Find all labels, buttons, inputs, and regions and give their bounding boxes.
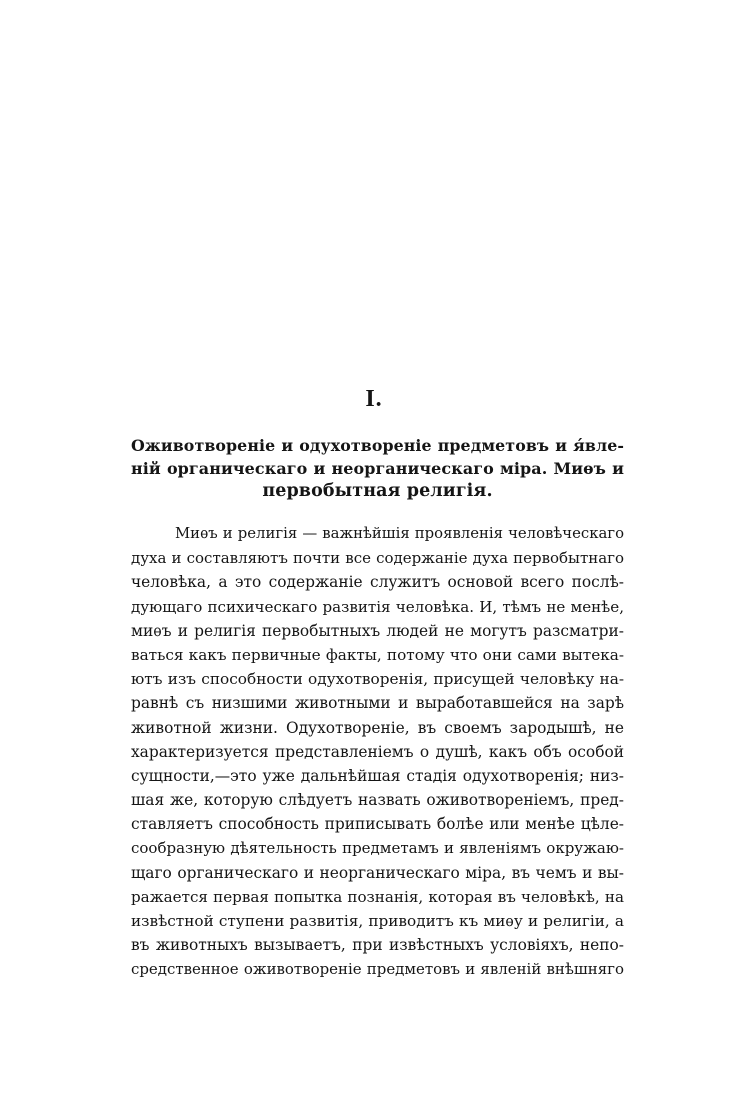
text-line: средственное оживотвореніе предметовъ и явленій внѣшняго (131, 960, 624, 979)
text-line: равнѣ съ низшими животными и выработавшейся на зарѣ (131, 694, 624, 713)
text-line: ваться какъ первичные факты, потому что они сами вытека- (131, 645, 624, 664)
text-line: извѣстной ступени развитія, приводитъ къ миѳу и религіи, а (131, 912, 624, 930)
text-line: ражается первая попытка познанія, которая въ человѣкѣ, на (131, 887, 624, 906)
text-line: ютъ изъ способности одухотворенія, присущей человѣку на- (131, 670, 624, 689)
chapter-number: I. (365, 386, 383, 412)
text-line: человѣка, а это содержаніе служитъ основой всего послѣ- (131, 573, 624, 592)
text-line: сообразную дѣятельность предметамъ и явленіямъ окружаю- (131, 839, 624, 858)
title-line: ній органическаго и неорганическаго міра. Миѳъ и (131, 459, 624, 478)
text-line: сущности,—это уже дальнѣйшая стадія одухотворенія; низ- (131, 766, 624, 785)
text-line: Миѳъ и религія — важнѣйшія проявленія человѣческаго (175, 525, 624, 542)
text-line: шая же, которую слѣдуетъ назвать оживотвореніемъ, пред- (131, 791, 624, 810)
body-paragraph (131, 522, 624, 982)
text-line: миѳъ и религія первобытныхъ людей не могутъ разсматри- (131, 621, 624, 640)
text-line: животной жизни. Одухотвореніе, въ своемъ зародышѣ, не (131, 718, 624, 737)
text-line: щаго органическаго и неорганическаго міра, въ чемъ и вы- (131, 863, 624, 882)
title-line: первобытная религія. (262, 481, 493, 501)
title-line: Оживотвореніе и одухотвореніе предметовъ и я́вле- (131, 436, 624, 455)
chapter-title (131, 434, 624, 503)
text-line: дующаго психическаго развитія человѣка. И, тѣмъ не менѣе, (131, 597, 624, 616)
text-line: ставляетъ способность приписывать болѣе или менѣе цѣле- (131, 815, 624, 834)
text-line: духа и составляютъ почти все содержаніе духа первобытнаго (131, 549, 624, 568)
text-line: характеризуется представленіемъ о душѣ, какъ объ особой (131, 742, 624, 761)
text-line: въ животныхъ вызываетъ, при извѣстныхъ условіяхъ, непо- (131, 936, 624, 955)
